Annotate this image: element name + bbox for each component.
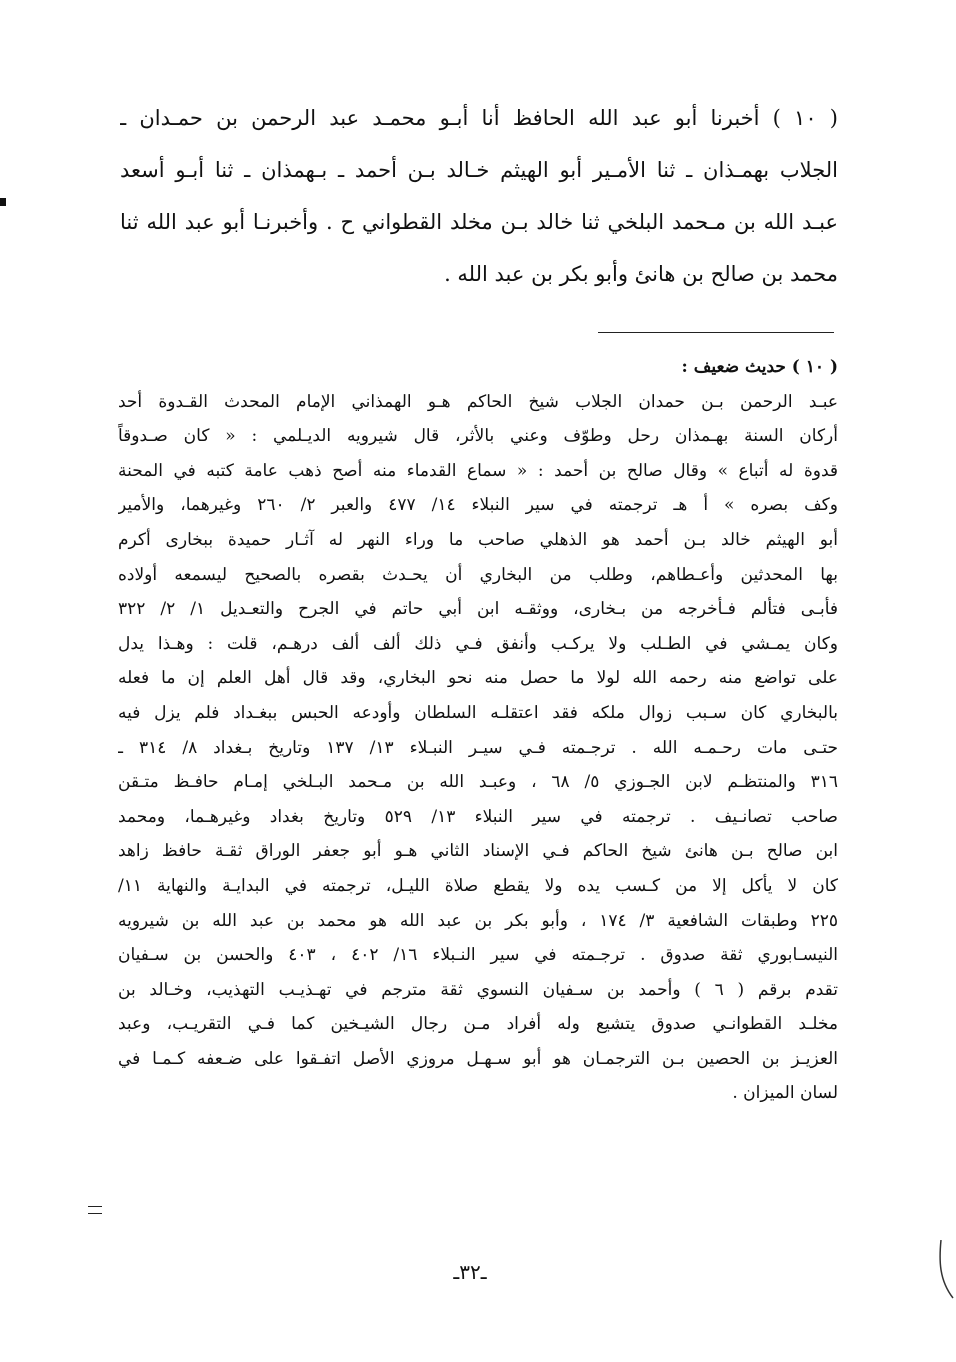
footnote-line: ٢٢٥ وطبقات الشافعية ٣/ ١٧٤ ، وأبو بكر بن عبد الله هو محمد بن عبد الله بن شيرويه (118, 910, 838, 931)
page-number: ـ٣٢ـ (453, 1260, 487, 1284)
margin-mark (88, 1206, 102, 1214)
footnote-line: لسان الميزان . (732, 1083, 838, 1104)
footnote-line: حتـى مات رحـمـه الله . ترجـمته فـي سيـر النبـلاء ١٣/ ١٣٧ وتاريخ بـغداد ٨/ ٣١٤ ـ (118, 737, 838, 758)
footnote-line: قدوة له أتباع » وقال صالح بن أحمد : « سماع القدماء منه أصح ذهب عامة كتبه في المحنة (118, 460, 838, 481)
footnote-separator (598, 332, 834, 333)
main-line: ( ١٠ ) أخبرنا أبو عبد الله الحافظ أنا أبـو محمـد عبد الرحمن بن حمـدان ـ (120, 106, 838, 130)
footnote-line: كان لا يأكل إلا من كـسب يده ولا يقطع صلاة الليـل، ترجمته في البدايـة والنهاية ١١/ (118, 875, 838, 896)
footnote-line: أركان السنة بهـمذان رحل وطوّف وعني بالأثر، قال شيرويه الديـلمي : « كان صـدوقاً (118, 426, 838, 447)
footnote-title: ( ١٠ ) حديث ضعيف : (681, 357, 838, 377)
footnote-line: على تواضع منه رحمه الله لولا ما حصل منه نحو البخاري، وقد قال أهل العلم إن ما فعله (118, 668, 838, 689)
footnote-line: مخلـد القطوانـي صدوق يتشيع وله أفراد مـن رجال الشيـخين كما فـي التقريـب، وعبد (118, 1014, 838, 1035)
footnote-line: النيسـابوري ثقة صدوق . ترجـمته في سير النـبلاء ١٦/ ٤٠٢ ، ٤٠٣ والحسن بن سـفيان (118, 945, 838, 966)
footnote-line: صاحب تصانـيف . ترجمته في سير النبلاء ١٣/ ٥٢٩ وتاريخ بغداد وغيرهـما، ومحمد (118, 806, 838, 827)
footnote-line: بها المحدثين وأعـطاهم، وطلب من البخاري أن يحـدث بقصره بالصحيح ليسمعه أولاده (118, 564, 838, 585)
footnotes (118, 350, 838, 1111)
footnote-line: أبو الهيثم خالد بـن أحمد هو الذهلي صاحب ما وراء النهر له آثـار حميدة ببخارى أكرم (118, 529, 838, 550)
main-line: عبـد الله بن مـحمد البلخي ثنا خالد بـن مخلد القطواني ح . وأخبرنـا أبو عبد الله ثنا (120, 210, 838, 234)
main-line: محمد بن صالح بن هانئ وأبو بكر بن عبد الله . (444, 262, 838, 286)
footnote-line: عبـد الرحمن بـن حمدان الجلاب شيخ الحاكم هـو الهمذاني الإمام المحدث القـدوة أحد (118, 391, 838, 412)
footnote-line: تقدم برقم ( ٦ ) وأحمد بن سـفيان النسوي ثقة مترجم في تهـذيـب التهذيب، وخـالد بن (118, 979, 838, 1000)
footnote-line: وكان يمـشي في الطـلب ولا يركـب وأنفق فـي ذلك ألف ألف درهـم، قلت : وهـذا يدل (118, 633, 838, 654)
scan-edge-curve (935, 1240, 955, 1300)
main-line: الجلاب بهمـذان ـ ثنا الأمـير أبو الهيثم خـالد بـن أحمد ـ بـهمذان ـ ثنا أبـو أسعد (120, 158, 838, 182)
main-paragraph (120, 92, 838, 300)
footnote-line: العزيـز بن الحصين بـن الترجمـان هو أبو سـهـل مروزي الأصل اتفـقوا على ضـعفه كـمـا في (118, 1048, 838, 1069)
scan-mark (0, 198, 6, 206)
footnote-line: وكف بصره » أ هـ ترجمته في سير النبلاء ١٤/ ٤٧٧ والعبر ٢/ ٢٦٠ وغيرهما، والأمير (118, 495, 838, 516)
footnote-line: ٣١٦ والمنتظـم لابن الجـوزي ٥/ ٦٨ ، وعبـد الله بن مـحمد البـلخي إمـام حافـظ متـقن (118, 772, 838, 793)
footnote-line: فأبـى فتألم فـأخرجه من بـخارى، ووثقـه ابن أبي حاتم في الجرح والتعـديل ١/ ٢/ ٣٢٢ (118, 599, 838, 620)
footnote-line: بالبخاري كان سـبب زوال ملكه فقد اعتقلـه السلطان وأودعه الحبس ببغـداد فلم يزل فيه (118, 702, 838, 723)
footnote-line: ابن صالح بـن هانئ شيخ الحاكم فـي الإسناد الثاني هـو أبو جعفر الوراق ثقـة حافظ زاهد (118, 841, 838, 862)
